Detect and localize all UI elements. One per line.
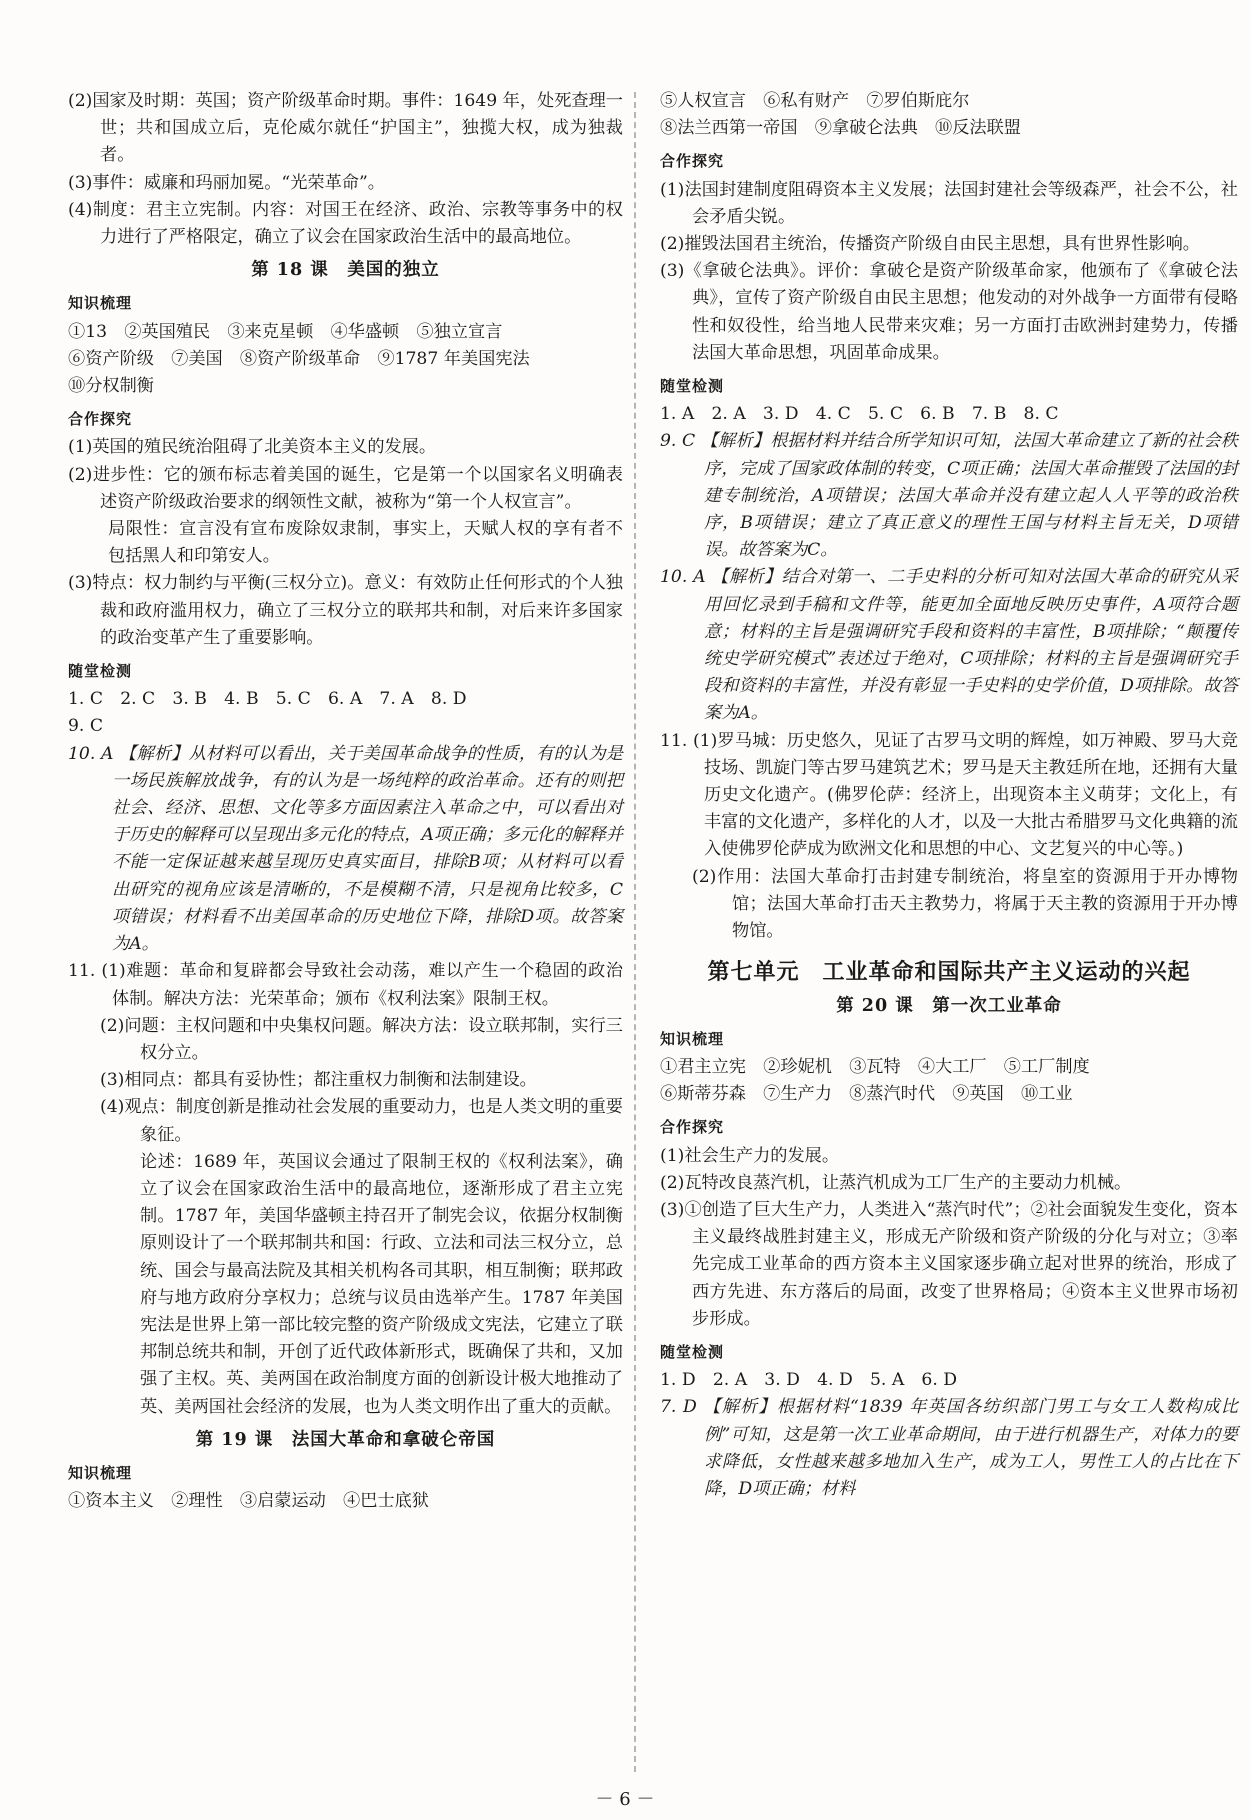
answer-paragraph: ①君主立宪 ②珍妮机 ③瓦特 ④大工厂 ⑤工厂制度 (660, 1056, 1090, 1077)
right-column (660, 88, 1238, 1503)
answer-paragraph: (3)事件：威廉和玛丽加冕。“光荣革命”。 (68, 172, 385, 193)
lesson-title: 第 20 课 第一次工业革命 (836, 995, 1062, 1016)
answer-paragraph: 10. A 【解析】从材料可以看出，关于美国革命战争的性质，有的认为是一场民族解放战争，有的认为是一场纯粹的政治革命。还有的则把社会、经济、思想、文化等多方面因素注入革命之中，可以看出对于历史的解释可以呈现出多元化的特点，A项正确；多元化的解释并不能一定保证越来越呈现历史真实面目，排除B项；从材料可以看出研究的视角应该是清晰的，不是模糊不清，只是视角比较多，C项错误；材料看不出美国革命的历史地位下降，排除D项。故答案为A。 (68, 743, 623, 955)
answer-paragraph: (4)观点：制度创新是推动社会发展的重要动力，也是人类文明的重要象征。 (100, 1097, 623, 1145)
answer-paragraph: (3)《拿破仑法典》。评价：拿破仑是资产阶级革命家，他颁布了《拿破仑法典》，宣传了资产阶级自由民主思想；他发动的对外战争一方面带有侵略性和奴役性，给当地人民带来灾难；另一方面打击欧洲封建势力，传播法国大革命思想，巩固革命成果。 (660, 261, 1238, 363)
answer-paragraph: 1. A 2. A 3. D 4. C 5. C 6. B 7. B 8. C (660, 404, 1059, 425)
answer-paragraph: (2)瓦特改良蒸汽机，让蒸汽机成为工厂生产的主要动力机械。 (660, 1172, 1132, 1193)
answer-paragraph: (4)制度：君主立宪制。内容：对国王在经济、政治、宗教等事务中的权力进行了严格限定，确立了议会在国家政治生活中的最高地位。 (68, 199, 623, 248)
left-column (68, 88, 623, 1515)
answer-paragraph: (3)相同点：都具有妥协性；都注重权力制衡和法制建设。 (100, 1070, 537, 1091)
section-heading: 知识梳理 (68, 294, 133, 313)
page-number: － 6 － (595, 1789, 655, 1810)
answer-paragraph: 11. (1)罗马城：历史悠久，见证了古罗马文明的辉煌，如万神殿、罗马大竞技场、凯旋门等古罗马建筑艺术；罗马是天主教廷所在地，还拥有大量历史文化遗产。(佛罗伦萨：经济上，出现资本主义萌芽；文化上，有丰富的文化遗产，多样化的人才，以及一大批古希腊罗马文化典籍的流入使佛罗伦萨成为欧洲文化和思想的中心、文艺复兴的中心等。) (660, 730, 1238, 860)
answer-paragraph: ⑥斯蒂芬森 ⑦生产力 ⑧蒸汽时代 ⑨英国 ⑩工业 (660, 1084, 1073, 1105)
answer-paragraph: ①13 ②英国殖民 ③来克星顿 ④华盛顿 ⑤独立宣言 (68, 321, 503, 342)
section-heading: 随堂检测 (660, 377, 725, 396)
answer-paragraph: (2)进步性：它的颁布标志着美国的诞生，它是第一个以国家名义明确表述资产阶级政治要求的纲领性文献，被称为“第一个人权宣言”。 (68, 464, 623, 512)
column-divider (634, 92, 636, 1772)
answer-paragraph: (2)国家及时期：英国；资产阶级革命时期。事件：1649 年，处死查理一世；共和国成立后，克伦威尔就任“护国主”，独揽大权，成为独裁者。 (68, 91, 623, 166)
answer-paragraph: 9. C (68, 716, 104, 737)
answer-paragraph: 10. A 【解析】结合对第一、二手史料的分析可知对法国大革命的研究从采用回忆录到手稿和文件等，能更加全面地反映历史事件，A项符合题意；材料的主旨是强调研究手段和资料的丰富性，B项排除；“颠覆传统史学研究模式”表述过于绝对，C项排除；材料的主旨是强调研究手段和资料的丰富性，并没有彰显一手史料的史学价值，D项排除。故答案为A。 (660, 567, 1238, 724)
answer-paragraph: 局限性：宣言没有宣布废除奴隶制，事实上，天赋人权的享有者不包括黑人和印第安人。 (108, 519, 623, 567)
answer-paragraph: (2)摧毁法国君主统治，传播资产阶级自由民主思想，具有世界性影响。 (660, 234, 1200, 255)
lesson-title: 第 19 课 法国大革命和拿破仑帝国 (195, 1429, 496, 1450)
answer-paragraph: 论述：1689 年，英国议会通过了限制王权的《权利法案》，确立了议会在国家政治生活中的最高地位，逐渐形成了君主立宪制。1787 年，美国华盛顿主持召开了制宪会议，依据分权制衡原则设计了一个联邦制共和国：行政、立法和司法三权分立，总统、国会与最高法院及其相关机构各司其职，相互制衡；联邦政府与地方政府分享权力；总统与议员由选举产生。1787 年美国宪法是世界上第一部比较完整的资产阶级成文宪法，它建立了联邦制总统共和制，开创了近代政体新形式，既确保了共和，又加强了主权。英、美两国在政治制度方面的创新设计极大地推动了英、美两国社会经济的发展，也为人类文明作出了重大的贡献。 (140, 1151, 623, 1417)
answer-paragraph: 9. C 【解析】根据材料并结合所学知识可知，法国大革命建立了新的社会秩序，完成了国家政体制的转变，C项正确；法国大革命摧毁了法国的封建专制统治，A项错误；法国大革命并没有建立起人人平等的政治秩序，B项错误；建立了真正意义的理性王国与材料主旨无关，D项错误。故答案为C。 (660, 431, 1238, 561)
section-heading: 合作探究 (660, 152, 725, 171)
section-heading: 随堂检测 (68, 662, 133, 681)
answer-paragraph: ⑧法兰西第一帝国 ⑨拿破仑法典 ⑩反法联盟 (660, 118, 1021, 139)
section-heading: 知识梳理 (68, 1463, 133, 1482)
section-heading: 合作探究 (68, 410, 133, 429)
answer-paragraph: (1)英国的殖民统治阻碍了北美资本主义的发展。 (68, 437, 437, 458)
answer-paragraph: (2)作用：法国大革命打击封建专制统治，将皇室的资源用于开办博物馆；法国大革命打击天主教势力，将属于天主教的资源用于开办博物馆。 (692, 866, 1238, 942)
answer-paragraph: (1)法国封建制度阻碍资本主义发展；法国封建社会等级森严，社会不公，社会矛盾尖锐。 (660, 179, 1238, 227)
answer-paragraph: (2)问题：主权问题和中央集权问题。解决方法：设立联邦制，实行三权分立。 (100, 1015, 623, 1063)
answer-paragraph: 11. (1)难题：革命和复辟都会导致社会动荡，难以产生一个稳固的政治体制。解决方法：光荣革命；颁布《权利法案》限制王权。 (68, 961, 623, 1009)
answer-paragraph: 1. C 2. C 3. B 4. B 5. C 6. A 7. A 8. D (68, 689, 467, 710)
answer-paragraph: ⑥资产阶级 ⑦美国 ⑧资产阶级革命 ⑨1787 年美国宪法 (68, 348, 530, 369)
answer-paragraph: ⑤人权宣言 ⑥私有财产 ⑦罗伯斯庇尔 (660, 91, 970, 111)
answer-paragraph: (3)特点：权力制约与平衡(三权分立)。意义：有效防止任何形式的个人独裁和政府滥用权力，确立了三权分立的联邦共和制，对后来许多国家的政治变革产生了重要影响。 (68, 573, 623, 648)
answer-paragraph: (3)①创造了巨大生产力，人类进入“蒸汽时代”；②社会面貌发生变化，资本主义最终战胜封建主义，形成无产阶级和资产阶级的分化与对立；③率先完成工业革命的西方资本主义国家逐步确立起对世界的统治，形成了西方先进、东方落后的局面，改变了世界格局；④资本主义世界市场初步形成。 (660, 1199, 1238, 1329)
answer-paragraph: 7. D 【解析】根据材料“1839 年英国各纺织部门男工与女工人数构成比例”可知，这是第一次工业革命期间，由于进行机器生产，对体力的要求降低，女性越来越多地加入生产，成为工人，男性工人的占比在下降，D项正确；材料 (660, 1397, 1238, 1499)
section-heading: 知识梳理 (660, 1029, 725, 1048)
answer-paragraph: ⑩分权制衡 (68, 376, 154, 397)
answer-paragraph: ①资本主义 ②理性 ③启蒙运动 ④巴士底狱 (68, 1491, 429, 1512)
answer-paragraph: 1. D 2. A 3. D 4. D 5. A 6. D (660, 1370, 958, 1391)
lesson-title: 第 18 课 美国的独立 (251, 260, 440, 281)
answer-paragraph: (1)社会生产力的发展。 (660, 1145, 840, 1166)
unit-title: 第七单元 工业革命和国际共产主义运动的兴起 (707, 959, 1191, 986)
section-heading: 随堂检测 (660, 1342, 725, 1361)
section-heading: 合作探究 (660, 1118, 725, 1137)
